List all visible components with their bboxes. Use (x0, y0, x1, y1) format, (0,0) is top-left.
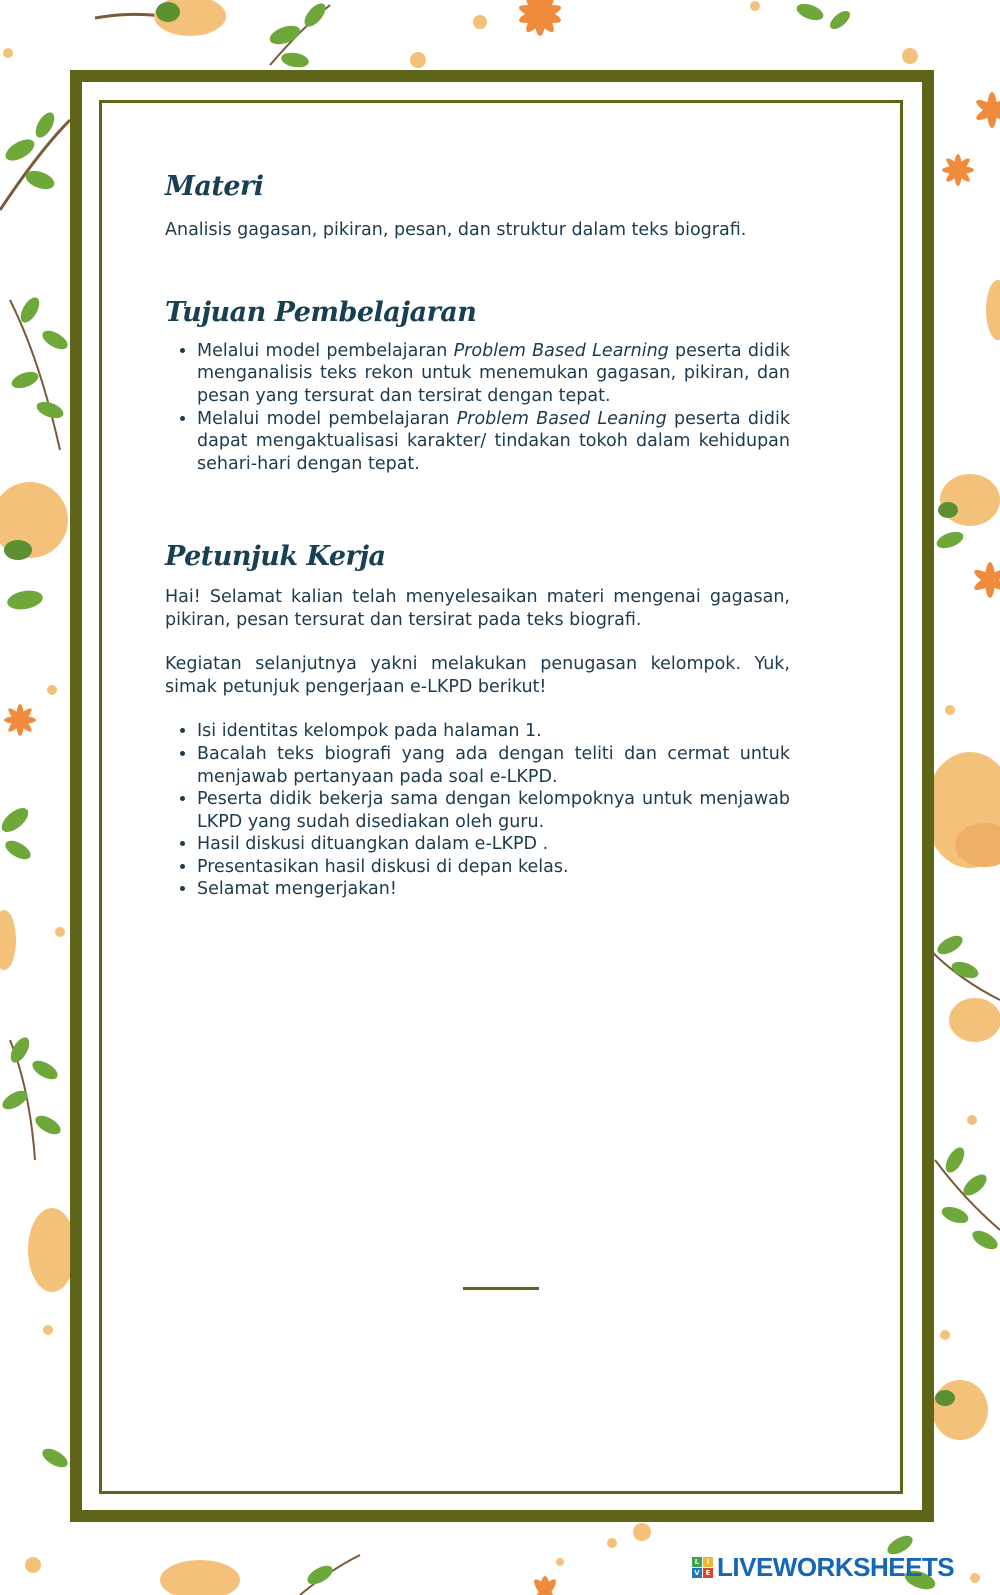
list-item: • Peserta didik bekerja sama dengan kelompoknya untuk menjawab LKPD yang sudah disediakan oleh guru. (197, 788, 790, 833)
tujuan-list (165, 340, 790, 476)
logo-text: LIVEWORKSHEETS (717, 1552, 955, 1582)
petunjuk-heading: Petunjuk Kerja (165, 541, 386, 573)
liveworksheets-logo[interactable] (692, 1552, 954, 1583)
petunjuk-paragraph-2: Kegiatan selanjutnya yakni melakukan penugasan kelompok. Yuk, simak petunjuk pengerjaan e-LKPD berikut! (165, 654, 790, 697)
page-divider (463, 1287, 539, 1290)
materi-text: Analisis gagasan, pikiran, pesan, dan struktur dalam teks biografi. (165, 219, 747, 240)
petunjuk-steps-list (165, 720, 790, 901)
worksheet-content (165, 171, 790, 901)
petunjuk-paragraph-1: Hai! Selamat kalian telah menyelesaikan materi mengenai gagasan, pikiran, pesan tersurat dan tersirat pada teks biografi. (165, 586, 790, 630)
list-item: • Isi identitas kelompok pada halaman 1. (197, 720, 790, 743)
list-item: • Presentasikan hasil diskusi di depan kelas. (197, 856, 790, 879)
list-item: • Hasil diskusi dituangkan dalam e-LKPD . (197, 833, 790, 856)
list-item: • Bacalah teks biografi yang ada dengan teliti dan cermat untuk menjawab pertanyaan pada soal e-LKPD. (197, 743, 790, 788)
tujuan-heading: Tujuan Pembelajaran (165, 297, 477, 329)
list-item: • Melalui model pembelajaran Problem Based Leaning peserta didik dapat mengaktualisasi karakter/ tindakan tokoh dalam kehidupan sehari-hari dengan tepat. (197, 408, 790, 476)
petunjuk-section (165, 541, 790, 901)
materi-heading: Materi (165, 171, 264, 202)
list-item: • Selamat mengerjakan! (197, 878, 790, 901)
materi-section (165, 171, 790, 241)
logo-mark-icon: L I V E (692, 1557, 713, 1578)
list-item: • Melalui model pembelajaran Problem Based Learning peserta didik menganalisis teks rekon untuk menemukan gagasan, pikiran, dan pesan yang tersurat dan tersirat dengan tepat. (197, 340, 790, 408)
tujuan-section (165, 297, 790, 475)
